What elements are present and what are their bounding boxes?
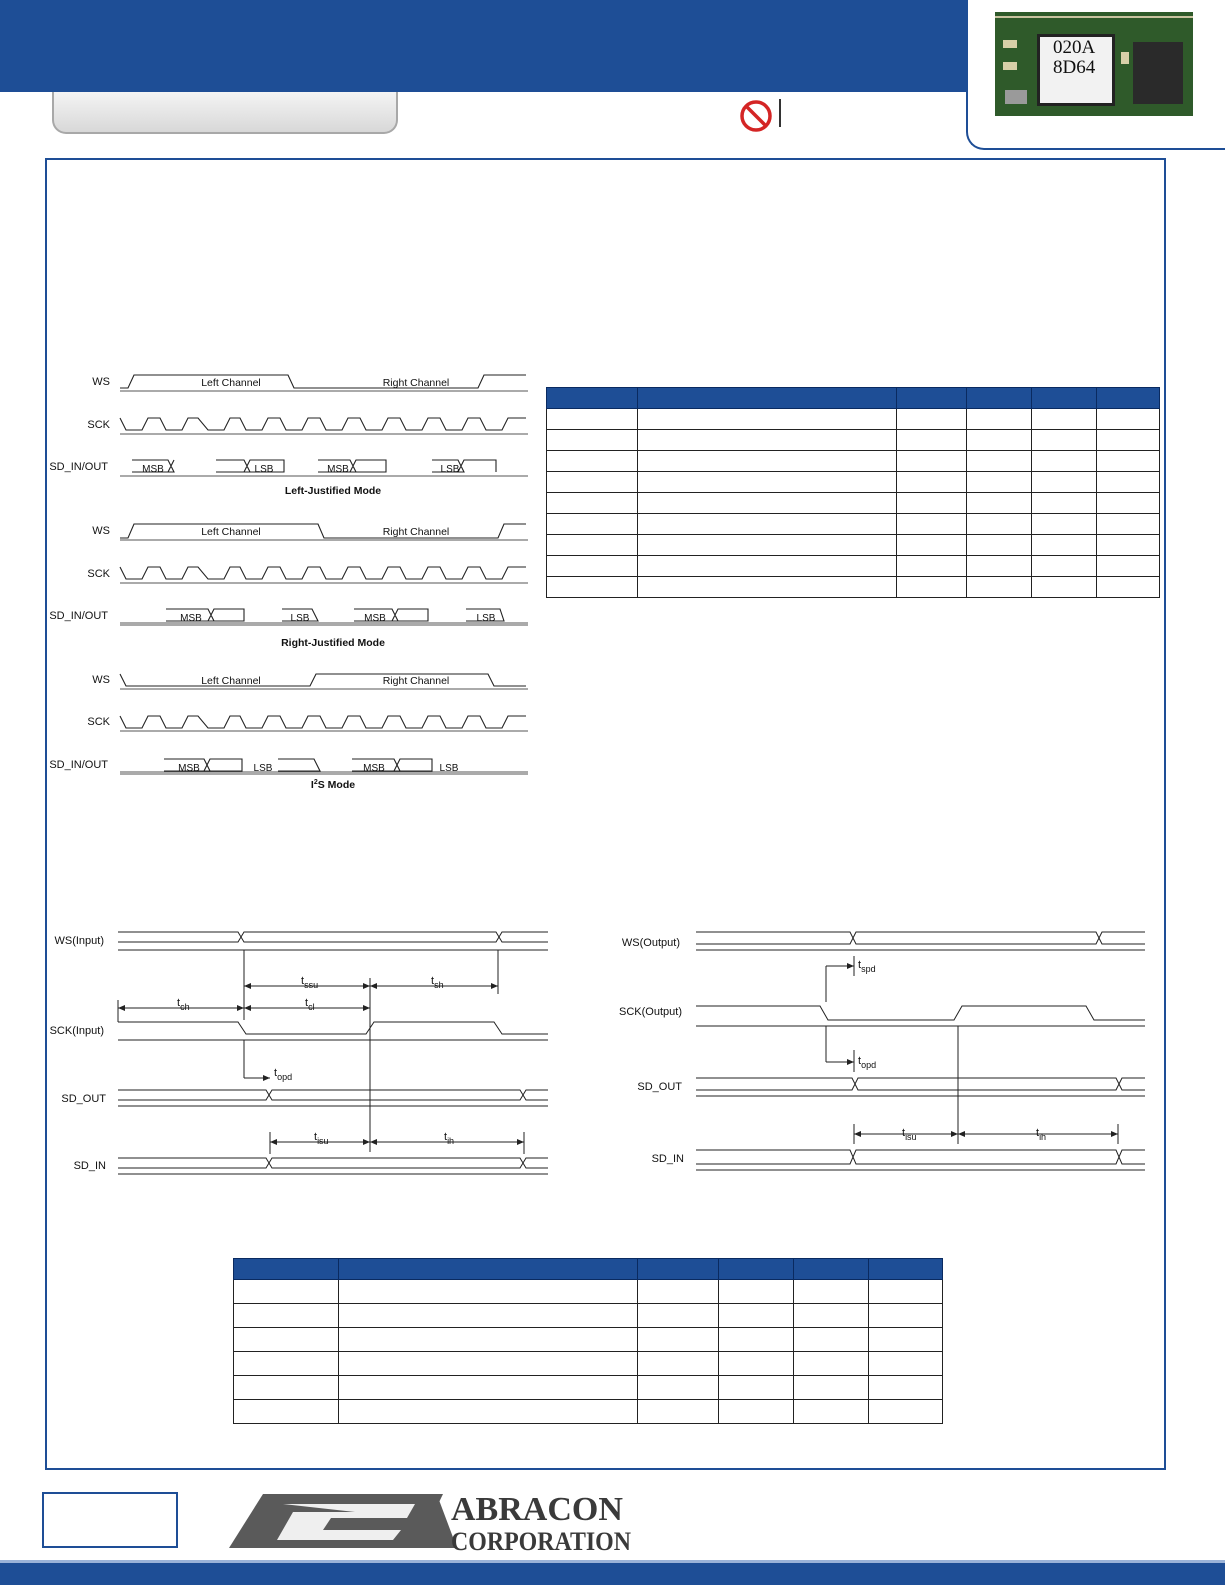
logo-text-abracon: ABRACON — [451, 1491, 623, 1528]
timing-label: $t_{cl}$ — [305, 997, 315, 1012]
table-row — [234, 1328, 943, 1352]
timing-label: $t_{spd}$ — [858, 959, 876, 974]
timing-label: $t_{opd}$ — [274, 1067, 293, 1082]
table-row — [547, 472, 1160, 493]
right-channel-label: Right Channel — [382, 377, 450, 389]
signal-label: SD_IN/OUT — [49, 759, 108, 771]
mode-caption: Left-Justified Mode — [284, 485, 382, 497]
signal-label: SD_OUT — [637, 1081, 682, 1093]
signal-label: SD_IN — [651, 1153, 684, 1165]
left-channel-label: Left Channel — [201, 526, 261, 538]
table-row — [547, 535, 1160, 556]
lsb-label: LSB — [253, 763, 273, 774]
signal-label: WS — [92, 674, 110, 686]
signal-label: SD_IN — [73, 1160, 106, 1172]
msb-label: MSB — [142, 464, 164, 475]
master-mode-timing-diagram — [610, 922, 1155, 1184]
table-row — [234, 1304, 943, 1328]
spec-table-top — [546, 387, 1160, 598]
signal-label: SD_IN/OUT — [49, 610, 108, 622]
signal-label: SCK(Output) — [619, 1006, 682, 1018]
msb-label: MSB — [327, 464, 349, 475]
signal-label: SD_OUT — [61, 1093, 106, 1105]
lsb-label: LSB — [476, 613, 496, 624]
mode-caption: $I^2S$ Mode — [310, 779, 356, 791]
timing-label: $t_{ssu}$ — [301, 975, 319, 990]
msb-label: MSB — [180, 613, 202, 624]
timing-label: $t_{opd}$ — [858, 1055, 877, 1070]
product-photo — [995, 12, 1193, 116]
signal-label: SCK — [87, 419, 110, 431]
mode-caption: Right-Justified Mode — [281, 637, 385, 649]
timing-label: $t_{isu}$ — [902, 1127, 917, 1142]
logo-text-corporation: CORPORATION — [451, 1527, 632, 1554]
right-channel-label: Right Channel — [382, 675, 450, 687]
signal-label: SCK(Input) — [49, 1025, 104, 1037]
slave-mode-timing-diagram — [48, 922, 558, 1184]
table-row — [234, 1352, 943, 1376]
table-row — [547, 514, 1160, 535]
header-divider — [779, 99, 781, 127]
table-row — [234, 1280, 943, 1304]
chip-text-line1: 020A — [1053, 37, 1096, 58]
msb-label: MSB — [364, 613, 386, 624]
table-header-row — [234, 1259, 943, 1280]
table-row — [547, 451, 1160, 472]
msb-label: MSB — [363, 763, 385, 774]
timing-label: $t_{sh}$ — [431, 975, 444, 990]
table-row — [547, 556, 1160, 577]
left-channel-label: Left Channel — [201, 377, 261, 389]
table-row — [547, 409, 1160, 430]
signal-label: SD_IN/OUT — [49, 461, 108, 473]
table-row — [547, 493, 1160, 514]
signal-label: WS(Input) — [54, 935, 104, 947]
table-row — [234, 1400, 943, 1424]
chip-text-line2: 8D64 — [1053, 57, 1096, 78]
table-row — [547, 577, 1160, 598]
signal-label: SCK — [87, 716, 110, 728]
left-channel-label: Left Channel — [201, 675, 261, 687]
signal-label: WS — [92, 376, 110, 388]
timing-label: $t_{isu}$ — [314, 1131, 329, 1146]
signal-label: WS(Output) — [621, 937, 680, 949]
lsb-label: LSB — [439, 763, 459, 774]
right-channel-label: Right Channel — [382, 526, 450, 538]
audio-format-waveforms — [48, 368, 533, 798]
signal-label: SCK — [87, 568, 110, 580]
table-row — [547, 430, 1160, 451]
footer-bar — [0, 1560, 1225, 1585]
timing-label: $t_{ch}$ — [177, 997, 190, 1012]
timing-label: $t_{ih}$ — [1036, 1127, 1047, 1142]
spec-table-bottom — [233, 1258, 943, 1424]
title-tab — [52, 92, 398, 134]
timing-label: $t_{ih}$ — [444, 1131, 455, 1146]
msb-label: MSB — [178, 763, 200, 774]
table-header-row — [547, 388, 1160, 409]
signal-label: WS — [92, 525, 110, 537]
header-bar — [0, 0, 970, 92]
lsb-label: LSB — [254, 464, 274, 475]
lsb-label: LSB — [440, 464, 460, 475]
ic-package — [1133, 42, 1183, 104]
prohibited-icon — [739, 99, 773, 133]
abracon-logo — [225, 1488, 645, 1554]
page-number-box — [42, 1492, 178, 1548]
table-row — [234, 1376, 943, 1400]
lsb-label: LSB — [290, 613, 310, 624]
